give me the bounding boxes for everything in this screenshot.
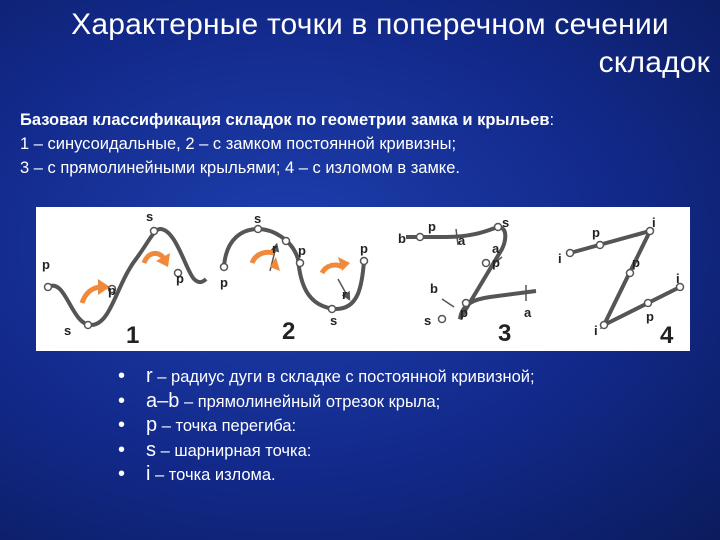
label-s: s — [146, 209, 154, 224]
label-s: s — [64, 323, 72, 338]
point-p — [417, 234, 424, 241]
label-b: b — [398, 231, 406, 246]
bullet-icon: • — [118, 389, 126, 412]
point-p — [597, 242, 604, 249]
label-r: r — [342, 287, 348, 302]
intro-line-1 — [20, 108, 700, 132]
fold-2-arrow-right — [322, 265, 342, 273]
label-p: p — [592, 225, 600, 240]
label-p: p — [492, 255, 500, 270]
point-s — [255, 226, 262, 233]
label-p: p — [632, 255, 640, 270]
label-s: s — [330, 313, 338, 328]
legend-symbol: i — [146, 463, 151, 485]
title-line-1: Характерные точки в поперечном сечении — [71, 8, 669, 41]
fold-number-1: 1 — [126, 322, 140, 349]
point-p — [221, 264, 228, 271]
legend-text: – прямолинейный отрезок крыла; — [179, 392, 441, 411]
point-p — [645, 300, 652, 307]
point-s — [85, 322, 92, 329]
label-a: a — [492, 241, 500, 256]
fold-number-2: 2 — [282, 318, 296, 345]
point-p — [361, 258, 368, 265]
fold-diagram-svg — [36, 207, 690, 351]
label-p: p — [428, 219, 436, 234]
legend-text: – точка излома. — [150, 466, 276, 484]
legend-item — [118, 364, 535, 389]
point-p — [283, 238, 290, 245]
fold-diagram — [36, 207, 690, 351]
intro-heading: Базовая классификация складок по геометрии замка и крыльев — [20, 111, 550, 129]
bullet-icon: • — [118, 438, 126, 461]
fold-3-tick-b — [442, 299, 454, 307]
label-p: p — [646, 309, 654, 324]
fold-number-3: 3 — [498, 320, 512, 347]
label-p: p — [298, 243, 306, 258]
label-i: i — [652, 215, 656, 230]
label-i: i — [676, 271, 680, 286]
label-i: i — [594, 323, 598, 338]
point-p — [627, 270, 634, 277]
legend-item — [118, 413, 535, 438]
point-s — [495, 224, 502, 231]
point-i — [601, 322, 608, 329]
fold-1 — [42, 209, 206, 349]
label-b: b — [430, 281, 438, 296]
bullet-icon: • — [118, 463, 126, 485]
fold-3 — [398, 215, 536, 347]
fold-3-curve — [406, 227, 536, 319]
label-p: p — [360, 241, 368, 256]
label-i: i — [558, 251, 562, 266]
legend-item — [118, 462, 535, 487]
slide-title — [30, 6, 710, 82]
legend-symbol: p — [146, 414, 158, 436]
legend-list — [118, 364, 535, 487]
label-p: p — [176, 271, 184, 286]
legend-text: – радиус дуги в складке с постоянной кривизной; — [152, 368, 535, 386]
label-s: s — [254, 211, 262, 226]
legend-symbol: s — [146, 438, 156, 461]
point-s — [151, 228, 158, 235]
legend-text: – шарнирная точка: — [156, 441, 312, 460]
label-r: r — [272, 241, 278, 256]
point-p — [483, 260, 490, 267]
fold-2 — [220, 211, 368, 345]
label-a: a — [524, 305, 532, 320]
label-s: s — [424, 313, 432, 328]
intro-line-2: 1 – синусоидальные, 2 – с замком постоянной кривизны; — [20, 135, 457, 153]
legend-text: – точка перегиба: — [157, 417, 297, 435]
intro-line-3: 3 – с прямолинейными крыльями; 4 – с изломом в замке. — [20, 159, 460, 177]
fold-4-curve — [570, 231, 680, 325]
legend-symbol: r — [146, 365, 153, 387]
point-p — [45, 284, 52, 291]
point-p — [297, 260, 304, 267]
legend-symbol: a–b — [146, 389, 180, 412]
label-s: s — [502, 215, 510, 230]
label-a: a — [458, 233, 466, 248]
point-i — [567, 250, 574, 257]
label-p: p — [220, 275, 228, 290]
label-p: p — [108, 283, 116, 298]
bullet-icon: • — [118, 365, 126, 387]
fold-4 — [558, 215, 684, 349]
point-s — [329, 306, 336, 313]
title-line-2: складок — [598, 46, 710, 79]
legend-item — [118, 389, 535, 414]
label-p: p — [460, 305, 468, 320]
legend-item — [118, 438, 535, 463]
fold-number-4: 4 — [660, 322, 674, 349]
point-s — [439, 316, 446, 323]
intro-colon: : — [549, 111, 555, 129]
fold-2-arrow-left — [252, 252, 274, 263]
label-p: p — [42, 257, 50, 272]
bullet-icon: • — [118, 414, 126, 436]
intro-text — [20, 108, 700, 180]
